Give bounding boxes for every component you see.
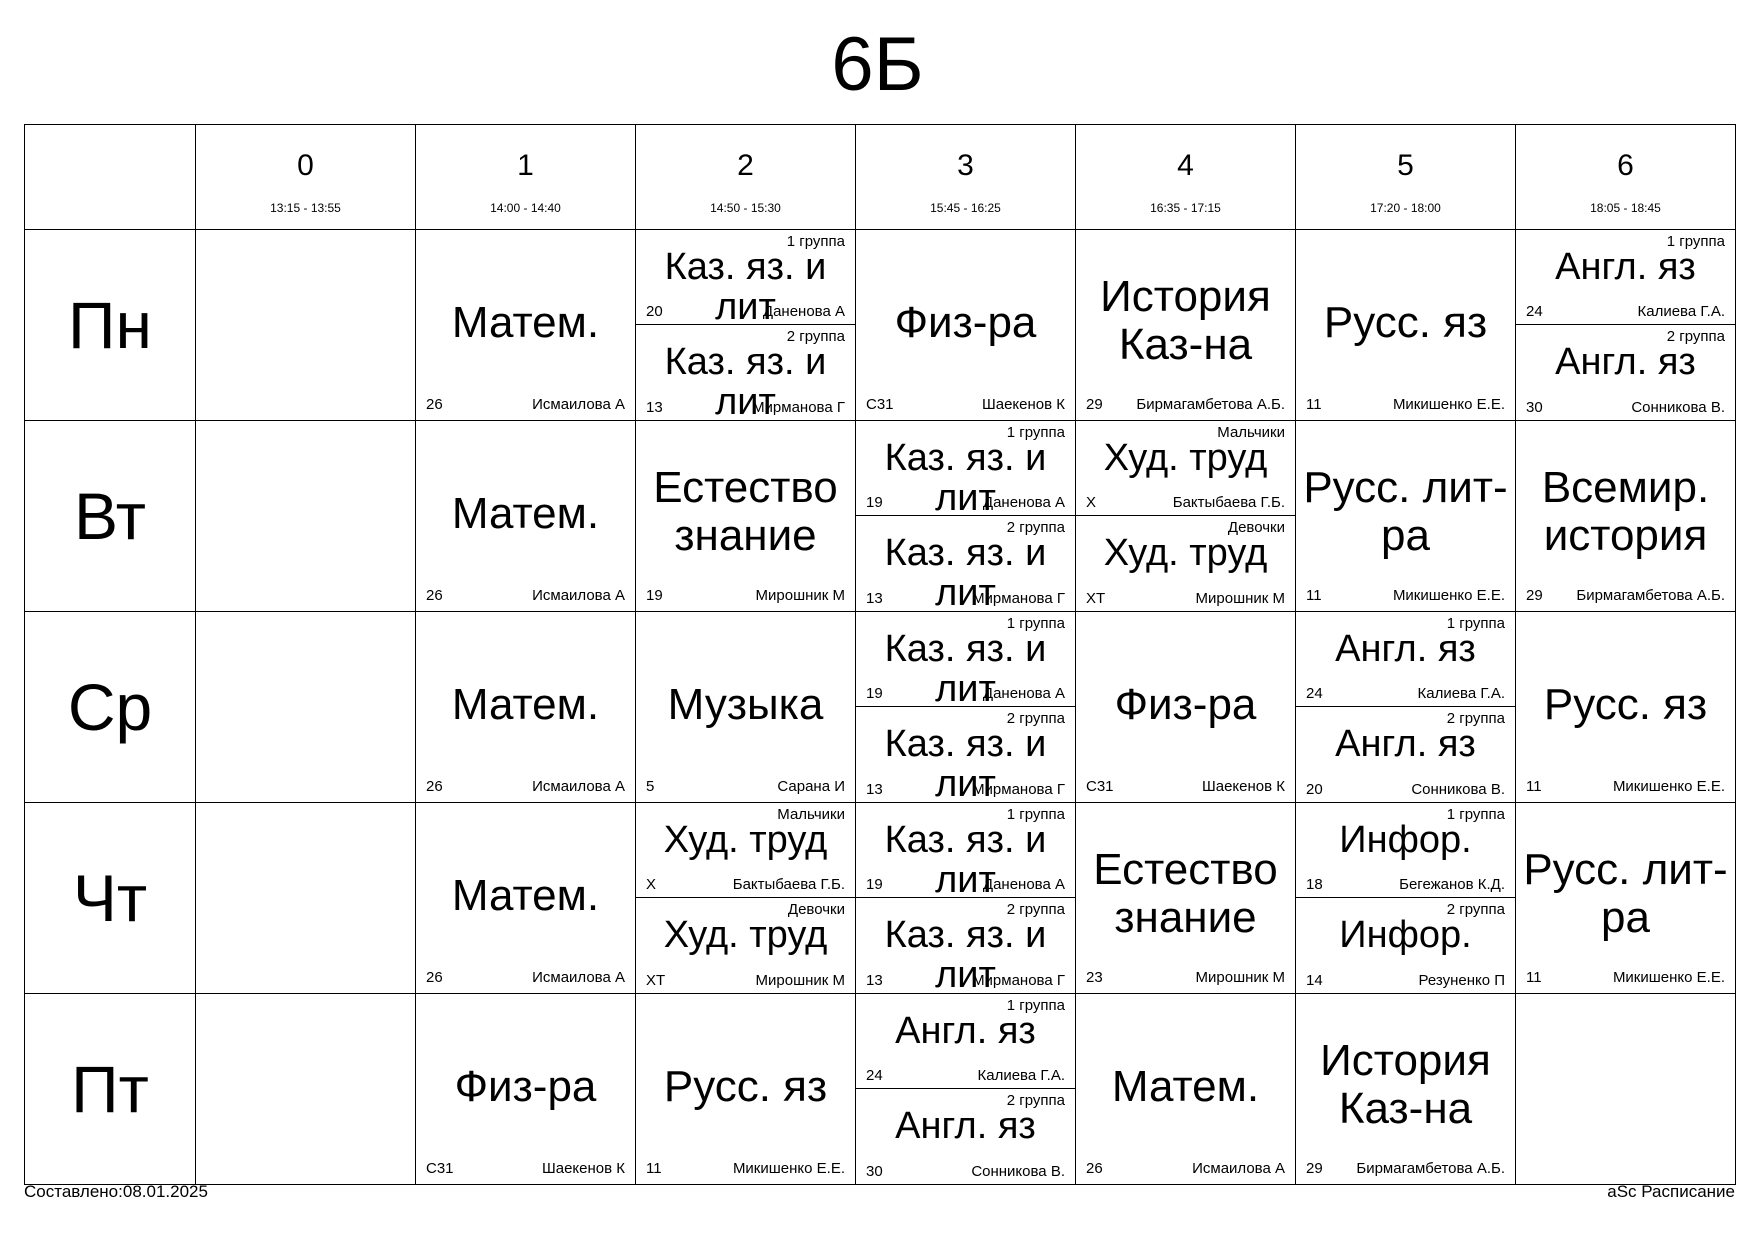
lesson <box>1296 994 1515 1184</box>
subject-name: Каз. яз. и лит <box>884 819 1047 898</box>
lesson-cell <box>416 421 636 612</box>
group-label: 2 группа <box>1446 710 1505 727</box>
lesson-cell <box>1076 803 1296 994</box>
group-label: 2 группа <box>1446 901 1505 918</box>
group-lesson <box>1076 516 1295 611</box>
subject-name: Каз. яз. и лит <box>664 246 827 325</box>
subject-name: Каз. яз. и лит <box>664 341 827 420</box>
group-lesson <box>1296 898 1515 993</box>
subject-name: Худ. труд <box>1103 437 1268 479</box>
room-number: 19 <box>866 685 883 702</box>
group-lesson <box>636 325 855 420</box>
room-number: 13 <box>866 972 883 989</box>
lesson-cell <box>416 230 636 421</box>
group-label: 2 группа <box>1006 1092 1065 1109</box>
teacher-name: Микишенко Е.Е. <box>1392 396 1505 413</box>
teacher-name: Мирманова Г <box>752 399 845 416</box>
group-label: 1 группа <box>1446 615 1505 632</box>
period-number: 3 <box>957 149 974 182</box>
empty-cell <box>196 994 416 1185</box>
lesson-cell <box>636 994 856 1185</box>
room-number: 20 <box>646 303 663 320</box>
lesson <box>416 421 635 611</box>
split-lesson <box>636 803 855 993</box>
lesson <box>1296 230 1515 420</box>
subject-name: Англ. яз <box>1335 723 1476 765</box>
subject-name: Всемир. история <box>1541 463 1710 561</box>
group-label: Мальчики <box>777 806 845 823</box>
subject-name: Физ-ра <box>1114 680 1257 730</box>
teacher-name: Микишенко Е.Е. <box>1392 587 1505 604</box>
room-number: С31 <box>866 396 894 413</box>
group-lesson <box>856 1089 1075 1184</box>
teacher-name: Бирмагамбетова А.Б. <box>1576 587 1725 604</box>
period-time: 14:50 - 15:30 <box>710 201 781 215</box>
room-number: 18 <box>1306 876 1323 893</box>
lesson-cell <box>1516 612 1736 803</box>
day-label: Вт <box>25 421 196 612</box>
subject-name: Матем. <box>1111 1062 1260 1112</box>
subject-name: Естество знание <box>653 463 838 561</box>
room-number: 29 <box>1526 587 1543 604</box>
lesson-cell <box>1516 230 1736 421</box>
teacher-name: Шаекенов К <box>981 396 1065 413</box>
subject-name: Матем. <box>451 871 600 921</box>
empty-cell <box>196 421 416 612</box>
lesson-cell <box>1076 230 1296 421</box>
teacher-name: Мирманова Г <box>972 590 1065 607</box>
subject-name: Матем. <box>451 298 600 348</box>
group-label: 1 группа <box>786 233 845 250</box>
split-lesson <box>856 421 1075 611</box>
day-label: Пн <box>25 230 196 421</box>
teacher-name: Бирмагамбетова А.Б. <box>1136 396 1285 413</box>
day-row <box>25 421 1736 612</box>
group-label: Девочки <box>1227 519 1285 536</box>
room-number: 5 <box>646 778 655 795</box>
room-number: 20 <box>1306 781 1323 798</box>
subject-name: Англ. яз <box>895 1105 1036 1147</box>
day-row <box>25 994 1736 1185</box>
day-label: Ср <box>25 612 196 803</box>
group-lesson <box>856 898 1075 993</box>
room-number: Х <box>646 876 657 893</box>
period-number: 5 <box>1397 149 1414 182</box>
room-number: 19 <box>646 587 663 604</box>
room-number: Х <box>1086 494 1097 511</box>
teacher-name: Мирошник М <box>755 587 845 604</box>
teacher-name: Даненова А <box>982 494 1065 511</box>
teacher-name: Сонникова В. <box>971 1163 1065 1180</box>
timetable <box>24 124 1736 1185</box>
room-number: 23 <box>1086 969 1103 986</box>
subject-name: Каз. яз. и лит <box>884 914 1047 993</box>
lesson-cell <box>1296 994 1516 1185</box>
subject-name: Физ-ра <box>454 1062 597 1112</box>
room-number: 19 <box>866 494 883 511</box>
split-lesson <box>1296 803 1515 993</box>
subject-name: Каз. яз. и лит <box>884 723 1047 802</box>
subject-name: Русс. яз <box>663 1062 828 1112</box>
split-lesson <box>856 612 1075 802</box>
lesson-cell <box>856 803 1076 994</box>
room-number: 26 <box>426 396 443 413</box>
empty-cell <box>196 803 416 994</box>
split-lesson <box>1296 612 1515 802</box>
subject-name: Матем. <box>451 489 600 539</box>
split-lesson <box>1076 421 1295 611</box>
room-number: 29 <box>1306 1160 1323 1177</box>
timetable-body <box>25 230 1736 1185</box>
corner-cell <box>25 125 196 230</box>
group-label: 1 группа <box>1006 424 1065 441</box>
lesson <box>1516 612 1735 802</box>
lesson <box>1076 994 1295 1184</box>
subject-name: Каз. яз. и лит <box>884 628 1047 707</box>
teacher-name: Даненова А <box>982 876 1065 893</box>
group-lesson <box>856 421 1075 516</box>
lesson-cell <box>1296 421 1516 612</box>
group-label: 2 группа <box>1006 519 1065 536</box>
period-time: 16:35 - 17:15 <box>1150 201 1221 215</box>
teacher-name: Микишенко Е.Е. <box>1612 969 1725 986</box>
page-title: 6Б <box>831 22 924 107</box>
day-row <box>25 230 1736 421</box>
group-lesson <box>856 612 1075 707</box>
lesson-cell <box>1296 803 1516 994</box>
lesson-cell <box>636 230 856 421</box>
lesson-cell <box>1076 421 1296 612</box>
subject-name: Худ. труд <box>663 819 828 861</box>
teacher-name: Сонникова В. <box>1411 781 1505 798</box>
teacher-name: Мирошник М <box>755 972 845 989</box>
lesson <box>416 803 635 993</box>
lesson-cell <box>1516 421 1736 612</box>
period-header <box>856 125 1076 230</box>
subject-name: История Каз-на <box>1100 272 1271 370</box>
group-lesson <box>636 898 855 993</box>
period-header <box>1076 125 1296 230</box>
lesson-cell <box>416 803 636 994</box>
teacher-name: Калиева Г.А. <box>977 1067 1065 1084</box>
room-number: 11 <box>646 1160 662 1177</box>
teacher-name: Микишенко Е.Е. <box>732 1160 845 1177</box>
group-lesson <box>856 707 1075 802</box>
room-number: 24 <box>866 1067 883 1084</box>
group-label: 2 группа <box>786 328 845 345</box>
lesson <box>1076 803 1295 993</box>
subject-name: Худ. труд <box>1103 532 1268 574</box>
empty-cell <box>196 612 416 803</box>
group-label: Мальчики <box>1217 424 1285 441</box>
group-label: Девочки <box>787 901 845 918</box>
lesson-cell <box>856 612 1076 803</box>
room-number: 11 <box>1526 778 1542 795</box>
lesson-cell <box>1296 612 1516 803</box>
room-number: 30 <box>1526 399 1543 416</box>
subject-name: Худ. труд <box>663 914 828 956</box>
room-number: ХТ <box>1086 590 1106 607</box>
teacher-name: Резуненко П <box>1418 972 1505 989</box>
subject-name: Физ-ра <box>894 298 1037 348</box>
subject-name: Музыка <box>667 680 824 730</box>
teacher-name: Исмаилова А <box>532 587 625 604</box>
subject-name: Русс. лит-ра <box>1303 463 1508 561</box>
group-label: 1 группа <box>1666 233 1725 250</box>
day-row <box>25 803 1736 994</box>
lesson-cell <box>1296 230 1516 421</box>
subject-name: Русс. яз <box>1543 680 1708 730</box>
group-label: 1 группа <box>1006 615 1065 632</box>
lesson-cell <box>636 803 856 994</box>
lesson <box>636 994 855 1184</box>
group-lesson <box>636 230 855 325</box>
teacher-name: Сонникова В. <box>1631 399 1725 416</box>
room-number: 13 <box>866 590 883 607</box>
day-row <box>25 612 1736 803</box>
period-number: 2 <box>737 149 754 182</box>
subject-name: Инфор. <box>1339 819 1472 861</box>
teacher-name: Мирошник М <box>1195 590 1285 607</box>
period-time: 15:45 - 16:25 <box>930 201 1001 215</box>
group-lesson <box>636 803 855 898</box>
room-number: 24 <box>1526 303 1543 320</box>
compiled-date: Составлено:08.01.2025 <box>24 1182 208 1201</box>
subject-name: Естество знание <box>1093 845 1278 943</box>
room-number: 26 <box>426 778 443 795</box>
period-header <box>416 125 636 230</box>
teacher-name: Микишенко Е.Е. <box>1612 778 1725 795</box>
teacher-name: Шаекенов К <box>541 1160 625 1177</box>
subject-name: Англ. яз <box>1335 628 1476 670</box>
subject-name: Русс. лит-ра <box>1523 845 1728 943</box>
lesson-cell <box>1076 612 1296 803</box>
group-lesson <box>1296 707 1515 802</box>
group-label: 2 группа <box>1006 901 1065 918</box>
subject-name: Каз. яз. и лит <box>884 532 1047 611</box>
room-number: С31 <box>426 1160 454 1177</box>
teacher-name: Даненова А <box>982 685 1065 702</box>
subject-name: Англ. яз <box>895 1010 1036 1052</box>
teacher-name: Бактыбаева Г.Б. <box>732 876 845 893</box>
group-lesson <box>856 994 1075 1089</box>
room-number: 13 <box>646 399 663 416</box>
teacher-name: Сарана И <box>777 778 845 795</box>
teacher-name: Калиева Г.А. <box>1637 303 1725 320</box>
lesson-cell <box>636 612 856 803</box>
split-lesson <box>856 994 1075 1184</box>
period-number: 0 <box>297 149 314 182</box>
empty-cell <box>1516 994 1736 1185</box>
subject-name: Матем. <box>451 680 600 730</box>
period-time: 13:15 - 13:55 <box>270 201 341 215</box>
teacher-name: Даненова А <box>762 303 845 320</box>
room-number: 26 <box>1086 1160 1103 1177</box>
room-number: 19 <box>866 876 883 893</box>
lesson-cell <box>856 994 1076 1185</box>
group-lesson <box>856 516 1075 611</box>
lesson <box>416 994 635 1184</box>
room-number: 26 <box>426 969 443 986</box>
group-label: 2 группа <box>1006 710 1065 727</box>
group-label: 1 группа <box>1006 997 1065 1014</box>
period-number: 1 <box>517 149 534 182</box>
lesson-cell <box>1076 994 1296 1185</box>
subject-name: Русс. яз <box>1323 298 1488 348</box>
lesson <box>636 421 855 611</box>
teacher-name: Исмаилова А <box>532 396 625 413</box>
period-time: 14:00 - 14:40 <box>490 201 561 215</box>
period-number: 4 <box>1177 149 1194 182</box>
lesson <box>856 230 1075 420</box>
period-time: 18:05 - 18:45 <box>1590 201 1661 215</box>
room-number: 29 <box>1086 396 1103 413</box>
room-number: С31 <box>1086 778 1114 795</box>
lesson-cell <box>856 421 1076 612</box>
lesson-cell <box>636 421 856 612</box>
subject-name: Каз. яз. и лит <box>884 437 1047 516</box>
period-header-row <box>25 125 1736 230</box>
group-label: 1 группа <box>1006 806 1065 823</box>
group-lesson <box>1296 803 1515 898</box>
group-lesson <box>1516 325 1735 420</box>
teacher-name: Бирмагамбетова А.Б. <box>1356 1160 1505 1177</box>
group-lesson <box>1296 612 1515 707</box>
subject-name: Инфор. <box>1339 914 1472 956</box>
teacher-name: Бактыбаева Г.Б. <box>1172 494 1285 511</box>
group-label: 2 группа <box>1666 328 1725 345</box>
subject-name: Англ. яз <box>1555 341 1696 383</box>
split-lesson <box>1516 230 1735 420</box>
group-lesson <box>856 803 1075 898</box>
period-header <box>636 125 856 230</box>
room-number: ХТ <box>646 972 666 989</box>
lesson-cell <box>416 994 636 1185</box>
lesson-cell <box>856 230 1076 421</box>
lesson <box>1076 612 1295 802</box>
lesson <box>416 230 635 420</box>
lesson-cell <box>416 612 636 803</box>
lesson <box>1516 421 1735 611</box>
room-number: 11 <box>1526 969 1542 986</box>
period-header <box>196 125 416 230</box>
teacher-name: Мирманова Г <box>972 972 1065 989</box>
room-number: 13 <box>866 781 883 798</box>
group-label: 1 группа <box>1446 806 1505 823</box>
lesson <box>1296 421 1515 611</box>
teacher-name: Исмаилова А <box>1192 1160 1285 1177</box>
room-number: 30 <box>866 1163 883 1180</box>
split-lesson <box>636 230 855 420</box>
day-label: Пт <box>25 994 196 1185</box>
software-credit: aSc Расписание <box>1607 1182 1735 1201</box>
subject-name: Англ. яз <box>1555 246 1696 288</box>
lesson <box>636 612 855 802</box>
period-time: 17:20 - 18:00 <box>1370 201 1441 215</box>
teacher-name: Исмаилова А <box>532 969 625 986</box>
room-number: 11 <box>1306 396 1322 413</box>
period-header <box>1516 125 1736 230</box>
period-header <box>1296 125 1516 230</box>
room-number: 11 <box>1306 587 1322 604</box>
teacher-name: Мирманова Г <box>972 781 1065 798</box>
teacher-name: Шаекенов К <box>1201 778 1285 795</box>
teacher-name: Исмаилова А <box>532 778 625 795</box>
room-number: 14 <box>1306 972 1323 989</box>
lesson <box>416 612 635 802</box>
split-lesson <box>856 803 1075 993</box>
lesson-cell <box>1516 803 1736 994</box>
lesson <box>1076 230 1295 420</box>
teacher-name: Мирошник М <box>1195 969 1285 986</box>
teacher-name: Бегежанов К.Д. <box>1399 876 1505 893</box>
room-number: 26 <box>426 587 443 604</box>
empty-cell <box>196 230 416 421</box>
day-label: Чт <box>25 803 196 994</box>
group-lesson <box>1516 230 1735 325</box>
period-number: 6 <box>1617 149 1634 182</box>
lesson <box>1516 803 1735 993</box>
subject-name: История Каз-на <box>1320 1036 1491 1134</box>
group-lesson <box>1076 421 1295 516</box>
teacher-name: Калиева Г.А. <box>1417 685 1505 702</box>
room-number: 24 <box>1306 685 1323 702</box>
